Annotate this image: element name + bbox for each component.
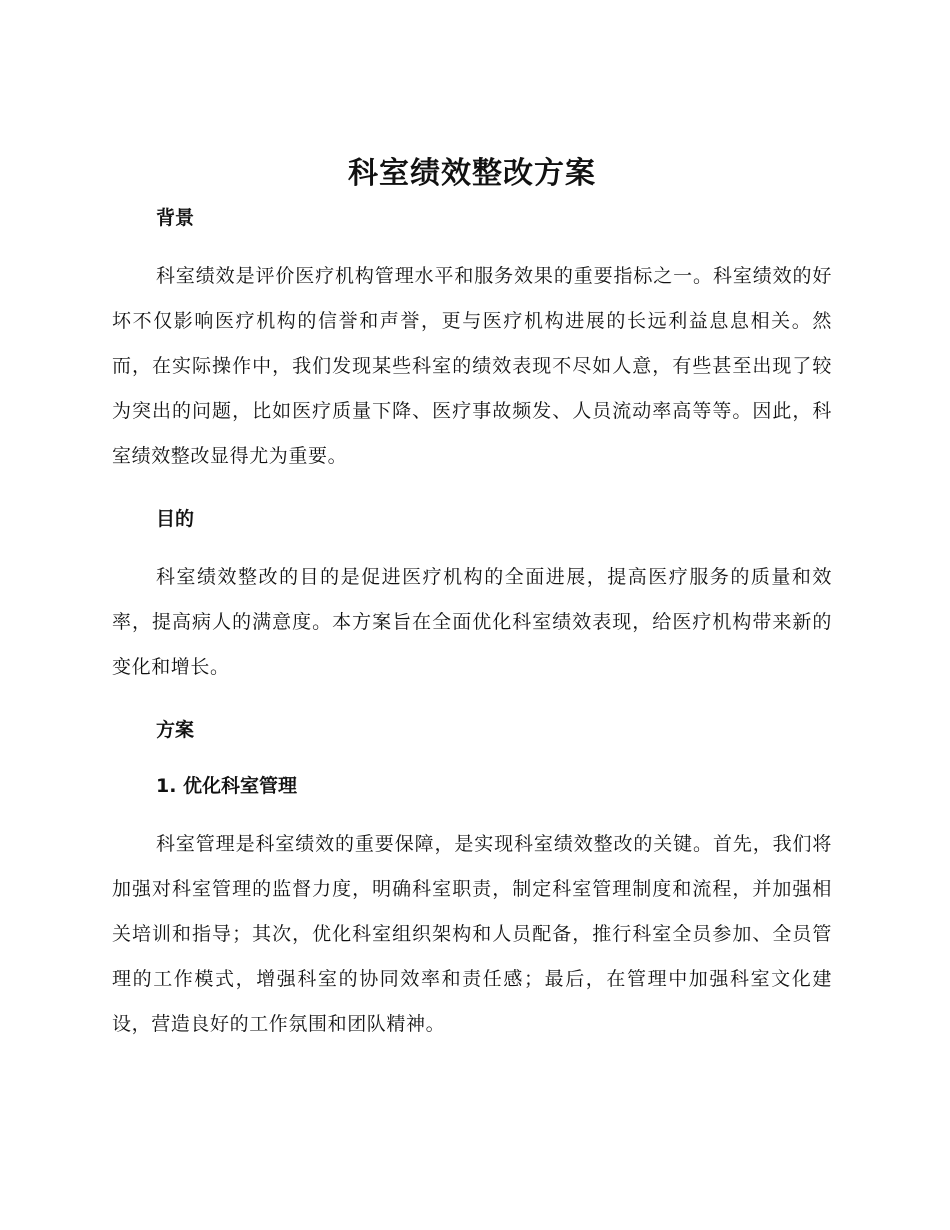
section-body-background: 科室绩效是评价医疗机构管理水平和服务效果的重要指标之一。科室绩效的好坏不仅影响医疗机构的信誉和声誉，更与医疗机构进展的长远利益息息相关。然而，在实际操作中，我们发现某些科室的绩效表现不尽如人意，有些甚至出现了较为突出的问题，比如医疗质量下降、医疗事故频发、人员流动率高等等。因此，科室绩效整改显得尤为重要。: [112, 265, 832, 467]
spacer: [112, 802, 832, 822]
section-heading-purpose: 目的: [156, 508, 195, 530]
page-title: 科室绩效整改方案: [348, 156, 596, 191]
spacer: [112, 690, 832, 714]
spacer: [112, 479, 832, 503]
subsection-body-optimize-management: 科室管理是科室绩效的重要保障，是实现科室绩效整改的关键。首先，我们将加强对科室管理的监督力度，明确科室职责，制定科室管理制度和流程，并加强相关培训和指导；其次，优化科室组织架构和人员配备，推行科室全员参加、全员管理的工作模式，增强科室的协同效率和责任感；最后，在管理中加强科室文化建设，营造良好的工作氛围和团队精神。: [112, 833, 832, 1035]
document-page: [112, 150, 832, 1047]
subsection-heading-optimize-management: 1. 优化科室管理: [156, 775, 298, 797]
spacer: [112, 535, 832, 555]
spacer: [112, 234, 832, 254]
section-heading-background: 背景: [156, 207, 195, 229]
section-heading-plan: 方案: [156, 719, 195, 741]
spacer: [112, 746, 832, 770]
section-body-purpose: 科室绩效整改的目的是促进医疗机构的全面进展，提高医疗服务的质量和效率，提高病人的满意度。本方案旨在全面优化科室绩效表现，给医疗机构带来新的变化和增长。: [112, 566, 832, 678]
